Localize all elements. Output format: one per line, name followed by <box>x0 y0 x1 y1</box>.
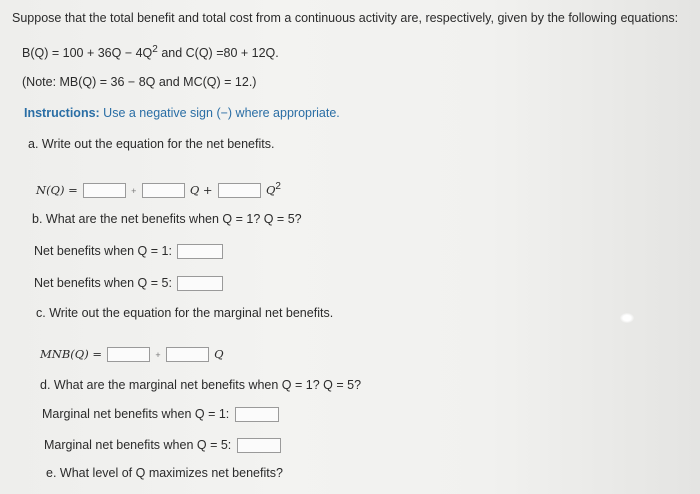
marginal-note: (Note: MB(Q) = 36 − 8Q and MC(Q) = 12.) <box>22 75 257 89</box>
q2-term-label: Q <box>265 182 276 197</box>
marginal-benefit-q5-row <box>44 438 283 453</box>
nb-q-coefficient-input[interactable] <box>142 183 185 198</box>
part-a-question: a. Write out the equation for the net benefits. <box>28 137 275 151</box>
marginal-benefit-q1-row <box>42 407 281 422</box>
plus-sign: + <box>131 185 137 196</box>
instructions-text: Use a negative sign (−) where appropriate. <box>99 106 340 120</box>
mnb-q-term-label: Q <box>214 347 224 361</box>
mnb-lhs: MNB(Q) = <box>40 347 102 361</box>
nb-constant-input[interactable] <box>83 183 126 198</box>
instructions-label: Instructions: <box>24 106 100 120</box>
net-benefit-q1-label: Net benefits when Q = 1: <box>34 244 172 258</box>
part-b-question: b. What are the net benefits when Q = 1? Q = 5? <box>32 212 302 226</box>
benefit-equation: B(Q) = 100 + 36Q − 4Q <box>22 46 153 61</box>
net-benefit-q5-label: Net benefits when Q = 5: <box>34 276 172 290</box>
benefit-exponent: 2 <box>152 44 158 55</box>
nq-lhs: N(Q) = <box>36 182 78 197</box>
benefit-cost-equations <box>22 44 279 60</box>
marginal-benefit-q5-label: Marginal net benefits when Q = 5: <box>44 438 232 452</box>
net-benefit-q5-row <box>34 276 225 291</box>
problem-intro: Suppose that the total benefit and total cost from a continuous activity are, respectively, given by the following equations: <box>12 11 679 25</box>
net-benefit-q1-input[interactable] <box>177 244 223 259</box>
marginal-benefit-q5-input[interactable] <box>237 438 281 453</box>
part-c-question: c. Write out the equation for the marginal net benefits. <box>36 306 334 320</box>
marginal-net-benefit-equation-row <box>40 347 224 362</box>
screen-glare <box>620 313 634 323</box>
mnb-constant-input[interactable] <box>107 347 150 362</box>
net-benefit-q1-row <box>34 244 225 259</box>
q-term-label: Q + <box>189 182 213 197</box>
net-benefit-q5-input[interactable] <box>177 276 223 291</box>
instructions <box>24 106 340 120</box>
marginal-benefit-q1-input[interactable] <box>235 407 279 422</box>
mnb-plus-sign: + <box>155 349 161 360</box>
cost-equation: and C(Q) =80 + 12Q. <box>157 46 279 61</box>
net-benefit-equation-row <box>36 181 281 198</box>
part-d-question: d. What are the marginal net benefits when Q = 1? Q = 5? <box>40 378 362 392</box>
nb-q2-coefficient-input[interactable] <box>218 183 261 198</box>
marginal-benefit-q1-label: Marginal net benefits when Q = 1: <box>42 407 230 421</box>
q2-exponent: 2 <box>275 181 281 192</box>
mnb-q-coefficient-input[interactable] <box>166 347 209 362</box>
part-e-question: e. What level of Q maximizes net benefits? <box>46 466 283 480</box>
